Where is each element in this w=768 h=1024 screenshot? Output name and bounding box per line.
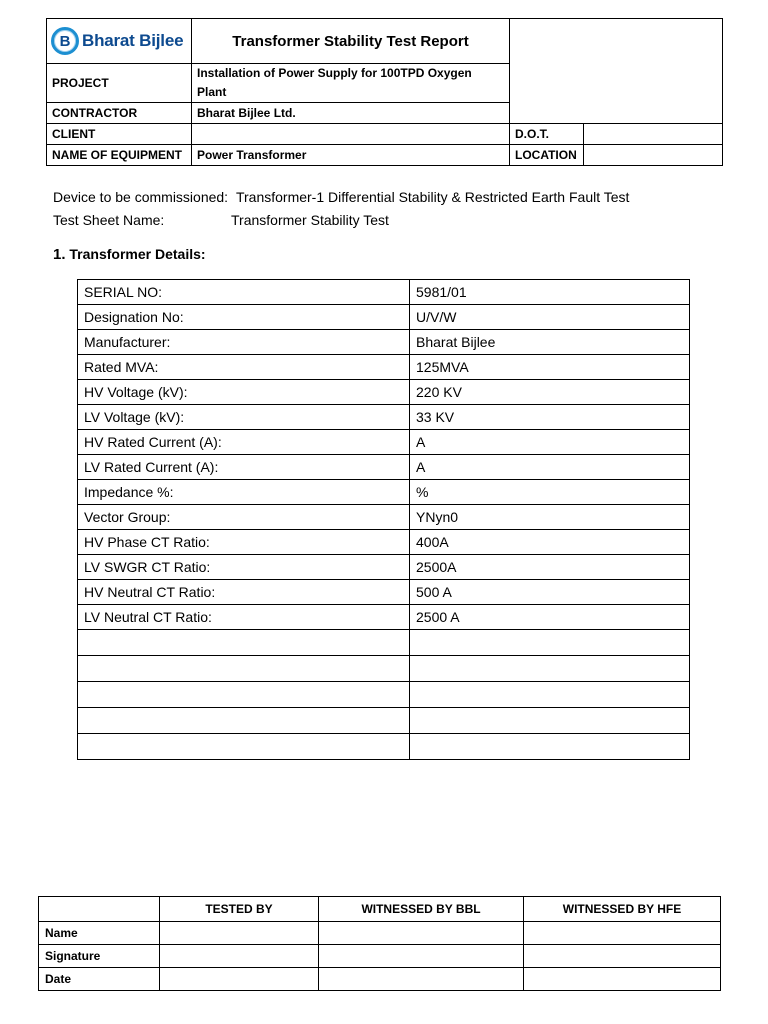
- detail-value: 33 KV: [410, 405, 690, 430]
- detail-label: Designation No:: [78, 305, 410, 330]
- detail-value: A: [410, 430, 690, 455]
- detail-row: [78, 605, 690, 630]
- bbl-signature: [319, 945, 524, 968]
- detail-value: A: [410, 455, 690, 480]
- blank-detail-row: [78, 630, 690, 656]
- detail-value: 2500 A: [410, 605, 690, 630]
- blank-value-cell: [410, 656, 690, 682]
- name-row-label: Name: [39, 922, 160, 945]
- tested-by-header: TESTED BY: [160, 897, 319, 922]
- blank-detail-row: [78, 734, 690, 760]
- project-label: PROJECT: [47, 64, 192, 103]
- client-label: CLIENT: [47, 124, 192, 145]
- contractor-label: CONTRACTOR: [47, 103, 192, 124]
- transformer-details-table: [77, 279, 690, 760]
- detail-label: Rated MVA:: [78, 355, 410, 380]
- blank-label-cell: [78, 656, 410, 682]
- equipment-label: NAME OF EQUIPMENT: [47, 145, 192, 166]
- logo-icon: B: [51, 27, 79, 55]
- dot-value: [584, 124, 723, 145]
- detail-row: [78, 330, 690, 355]
- detail-label: LV Neutral CT Ratio:: [78, 605, 410, 630]
- project-value: Installation of Power Supply for 100TPD Oxygen Plant: [192, 64, 510, 103]
- tested-by-signature: [160, 945, 319, 968]
- sheet-value: Transformer Stability Test: [231, 212, 389, 228]
- hfe-signature: [524, 945, 721, 968]
- location-value: [584, 145, 723, 166]
- bbl-name: [319, 922, 524, 945]
- blank-detail-row: [78, 682, 690, 708]
- bbl-date: [319, 968, 524, 991]
- blank-label-cell: [78, 734, 410, 760]
- detail-label: HV Rated Current (A):: [78, 430, 410, 455]
- blank-value-cell: [410, 682, 690, 708]
- blank-value-cell: [410, 630, 690, 656]
- detail-value: 5981/01: [410, 280, 690, 305]
- dot-label: D.O.T.: [510, 124, 584, 145]
- signoff-corner: [39, 897, 160, 922]
- contractor-value: Bharat Bijlee Ltd.: [192, 103, 510, 124]
- detail-row: [78, 555, 690, 580]
- date-row-label: Date: [39, 968, 160, 991]
- detail-label: HV Neutral CT Ratio:: [78, 580, 410, 605]
- detail-value: U/V/W: [410, 305, 690, 330]
- blank-label-cell: [78, 682, 410, 708]
- blank-label-cell: [78, 630, 410, 656]
- detail-row: [78, 355, 690, 380]
- client-value: [192, 124, 510, 145]
- detail-value: 400A: [410, 530, 690, 555]
- detail-label: Manufacturer:: [78, 330, 410, 355]
- section-number: 1.: [53, 246, 66, 263]
- detail-value: %: [410, 480, 690, 505]
- detail-value: 125MVA: [410, 355, 690, 380]
- location-label: LOCATION: [510, 145, 584, 166]
- sheet-label: Test Sheet Name:: [53, 212, 165, 228]
- logo-text: Bharat Bijlee: [82, 31, 184, 50]
- company-logo: [47, 19, 191, 63]
- section-title: Transformer Details:: [69, 246, 206, 262]
- detail-row: [78, 405, 690, 430]
- device-value: Transformer-1 Differential Stability & Restricted Earth Fault Test: [235, 189, 630, 205]
- device-line: [53, 189, 629, 205]
- blank-label-cell: [78, 708, 410, 734]
- detail-value: 220 KV: [410, 380, 690, 405]
- blank-value-cell: [410, 708, 690, 734]
- device-label: Device to be commissioned:: [53, 189, 229, 205]
- detail-row: [78, 505, 690, 530]
- detail-label: Impedance %:: [78, 480, 410, 505]
- detail-label: LV Rated Current (A):: [78, 455, 410, 480]
- hfe-name: [524, 922, 721, 945]
- report-header-table: [46, 18, 723, 166]
- blank-detail-row: [78, 656, 690, 682]
- header-blank-cell: [510, 19, 723, 124]
- witnessed-hfe-header: WITNESSED BY HFE: [524, 897, 721, 922]
- detail-row: [78, 305, 690, 330]
- detail-value: Bharat Bijlee: [410, 330, 690, 355]
- hfe-date: [524, 968, 721, 991]
- tested-by-date: [160, 968, 319, 991]
- detail-row: [78, 530, 690, 555]
- witnessed-bbl-header: WITNESSED BY BBL: [319, 897, 524, 922]
- detail-label: HV Phase CT Ratio:: [78, 530, 410, 555]
- detail-row: [78, 455, 690, 480]
- logo-cell: [47, 19, 192, 64]
- blank-detail-row: [78, 708, 690, 734]
- equipment-value: Power Transformer: [192, 145, 510, 166]
- detail-value: 500 A: [410, 580, 690, 605]
- detail-label: LV SWGR CT Ratio:: [78, 555, 410, 580]
- section-heading: [53, 246, 206, 263]
- detail-row: [78, 430, 690, 455]
- detail-label: SERIAL NO:: [78, 280, 410, 305]
- detail-label: HV Voltage (kV):: [78, 380, 410, 405]
- report-title: Transformer Stability Test Report: [192, 19, 510, 64]
- detail-row: [78, 380, 690, 405]
- detail-value: YNyn0: [410, 505, 690, 530]
- detail-label: Vector Group:: [78, 505, 410, 530]
- detail-row: [78, 280, 690, 305]
- signoff-table: [38, 896, 721, 991]
- blank-value-cell: [410, 734, 690, 760]
- sheet-line: [53, 212, 389, 228]
- detail-label: LV Voltage (kV):: [78, 405, 410, 430]
- tested-by-name: [160, 922, 319, 945]
- signature-row-label: Signature: [39, 945, 160, 968]
- detail-row: [78, 480, 690, 505]
- detail-row: [78, 580, 690, 605]
- detail-value: 2500A: [410, 555, 690, 580]
